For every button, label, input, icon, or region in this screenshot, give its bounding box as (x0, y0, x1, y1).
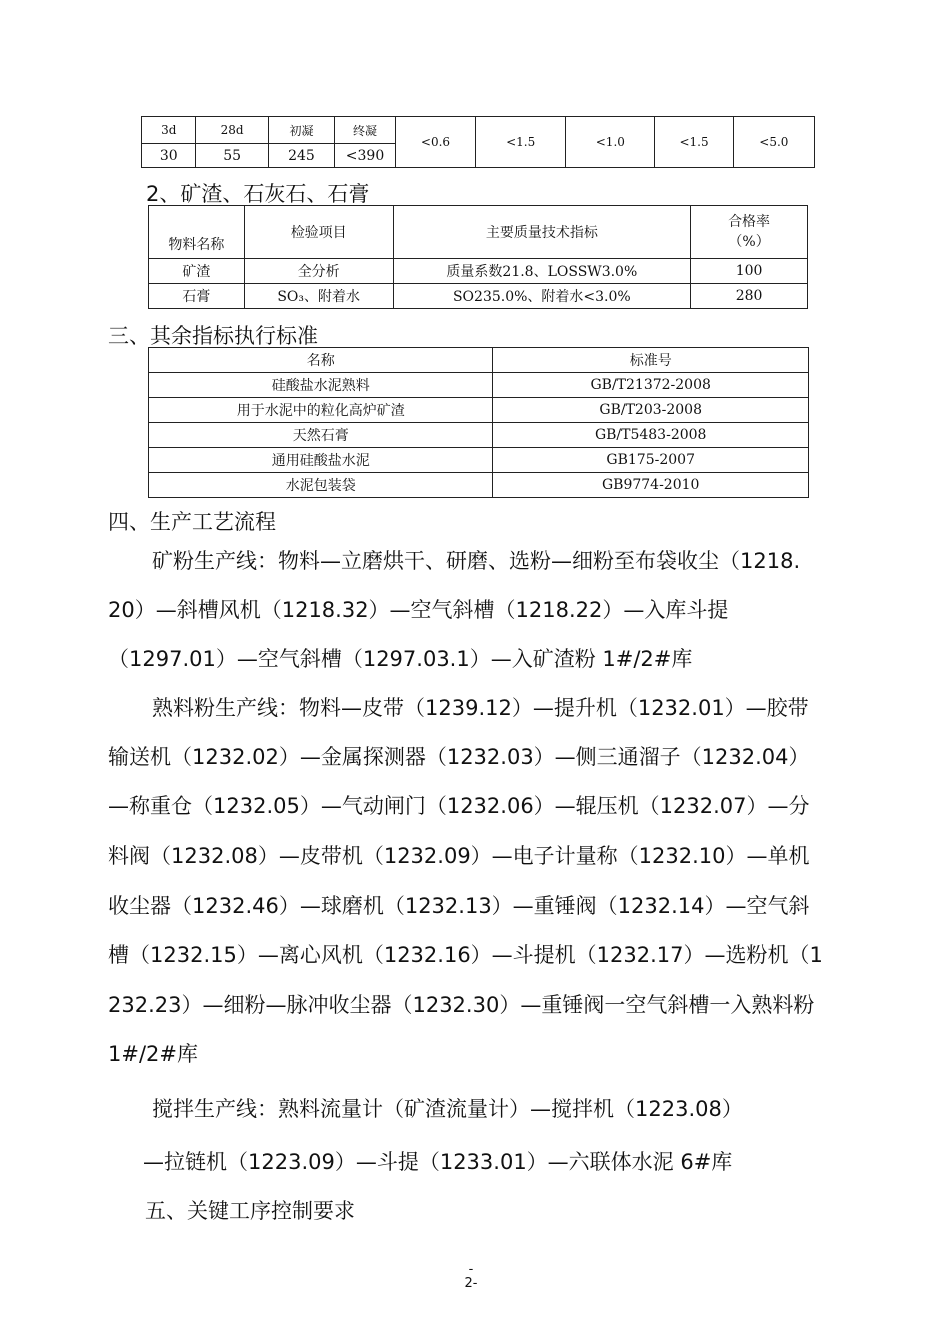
table-cell: SO235.0%、附着水<3.0% (393, 284, 691, 309)
process-line: —称重仓（1232.05）—气动闸门（1232.06）—辊压机（1232.07）—分 (108, 794, 810, 818)
section-3-title: 三、其余指标执行标准 (108, 324, 318, 348)
table-cell: 100 (691, 259, 808, 284)
table-cell: 质量系数21.8、LOSSW3.0% (393, 259, 691, 284)
table-cell: 全分析 (244, 259, 393, 284)
process-line: 槽（1232.15）—离心风机（1232.16）—斗提机（1232.17）—选粉机（1 (108, 943, 823, 967)
process-line: 熟料粉生产线：物料—皮带（1239.12）—提升机（1232.01）—胶带 (152, 696, 809, 720)
standards-table (148, 347, 809, 498)
table-cell: 硅酸盐水泥熟料 (149, 373, 493, 398)
table-cell: 280 (691, 284, 808, 309)
table-cell: GB175-2007 (493, 448, 809, 473)
table-header: 主要质量技术指标 (393, 206, 691, 259)
table-cell: 通用硅酸盐水泥 (149, 448, 493, 473)
table-cell: GB/T5483-2008 (493, 423, 809, 448)
section-5-title: 五、关键工序控制要求 (145, 1199, 355, 1223)
table-cell: <0.6 (395, 117, 475, 168)
table-row (149, 373, 809, 398)
table-cell: 天然石膏 (149, 423, 493, 448)
table-cell: 28d (196, 117, 268, 144)
section-2-title: 2、矿渣、石灰石、石膏 (146, 182, 370, 206)
table-cell: <5.0 (733, 117, 814, 168)
page-number: 2- (464, 1276, 478, 1291)
table-row (149, 398, 809, 423)
pass-rate-unit: （%） (728, 234, 770, 250)
table-cell: <1.0 (566, 117, 655, 168)
table-cell: 245 (268, 144, 334, 168)
process-line: （1297.01）—空气斜槽（1297.03.1）—入矿渣粉 1#/2#库 (108, 647, 693, 671)
table-cell: 30 (142, 144, 196, 168)
process-line: 232.23）—细粉—脉冲收尘器（1232.30）—重锤阀一空气斜槽一入熟料粉 (108, 993, 815, 1017)
table-cell: SO₃、附着水 (244, 284, 393, 309)
process-line: 料阀（1232.08）—皮带机（1232.09）—电子计量称（1232.10）—单机 (108, 844, 810, 868)
table-header: 名称 (149, 348, 493, 373)
table-row (149, 448, 809, 473)
table-cell: 用于水泥中的粒化高炉矿渣 (149, 398, 493, 423)
material-quality-table (148, 205, 808, 309)
table-cell: 55 (196, 144, 268, 168)
table-cell: <1.5 (476, 117, 566, 168)
process-line: 收尘器（1232.46）—球磨机（1232.13）—重锤阀（1232.14）—空气斜 (108, 894, 810, 918)
page-dash: - (468, 1262, 474, 1277)
table-header: 检验项目 (244, 206, 393, 259)
table-cell: 水泥包装袋 (149, 473, 493, 498)
process-line: 20）—斜槽风机（1218.32）—空气斜槽（1218.22）—入库斗提 (108, 598, 729, 622)
table-cell: 初凝 (268, 117, 334, 144)
table-cell: GB/T21372-2008 (493, 373, 809, 398)
table-cell: GB9774-2010 (493, 473, 809, 498)
section-4-title: 四、生产工艺流程 (108, 510, 276, 534)
table-cell: 3d (142, 117, 196, 144)
table-cell: <390 (335, 144, 396, 168)
table-header: 物料名称 (149, 206, 245, 259)
table-cell: GB/T203-2008 (493, 398, 809, 423)
table-cell: 矿渣 (149, 259, 245, 284)
table-cell: 终凝 (335, 117, 396, 144)
process-line: 搅拌生产线：熟料流量计（矿渣流量计）—搅拌机（1223.08） (152, 1097, 743, 1121)
table-row (149, 259, 808, 284)
table-cell: <1.5 (655, 117, 733, 168)
table-cell: 石膏 (149, 284, 245, 309)
table-header: 标准号 (493, 348, 809, 373)
process-line: —拉链机（1223.09）—斗提（1233.01）—六联体水泥 6#库 (143, 1150, 733, 1174)
process-line: 1#/2#库 (108, 1042, 198, 1066)
process-line: 矿粉生产线：物料—立磨烘干、研磨、选粉—细粉至布袋收尘（1218. (152, 549, 801, 573)
table-row (149, 423, 809, 448)
table-header (691, 206, 808, 259)
process-line: 输送机（1232.02）—金属探测器（1232.03）—侧三通溜子（1232.04） (108, 745, 810, 769)
table-row (149, 473, 809, 498)
table-row (149, 284, 808, 309)
pass-rate-label: 合格率 (728, 214, 771, 230)
test-results-table (141, 116, 815, 168)
